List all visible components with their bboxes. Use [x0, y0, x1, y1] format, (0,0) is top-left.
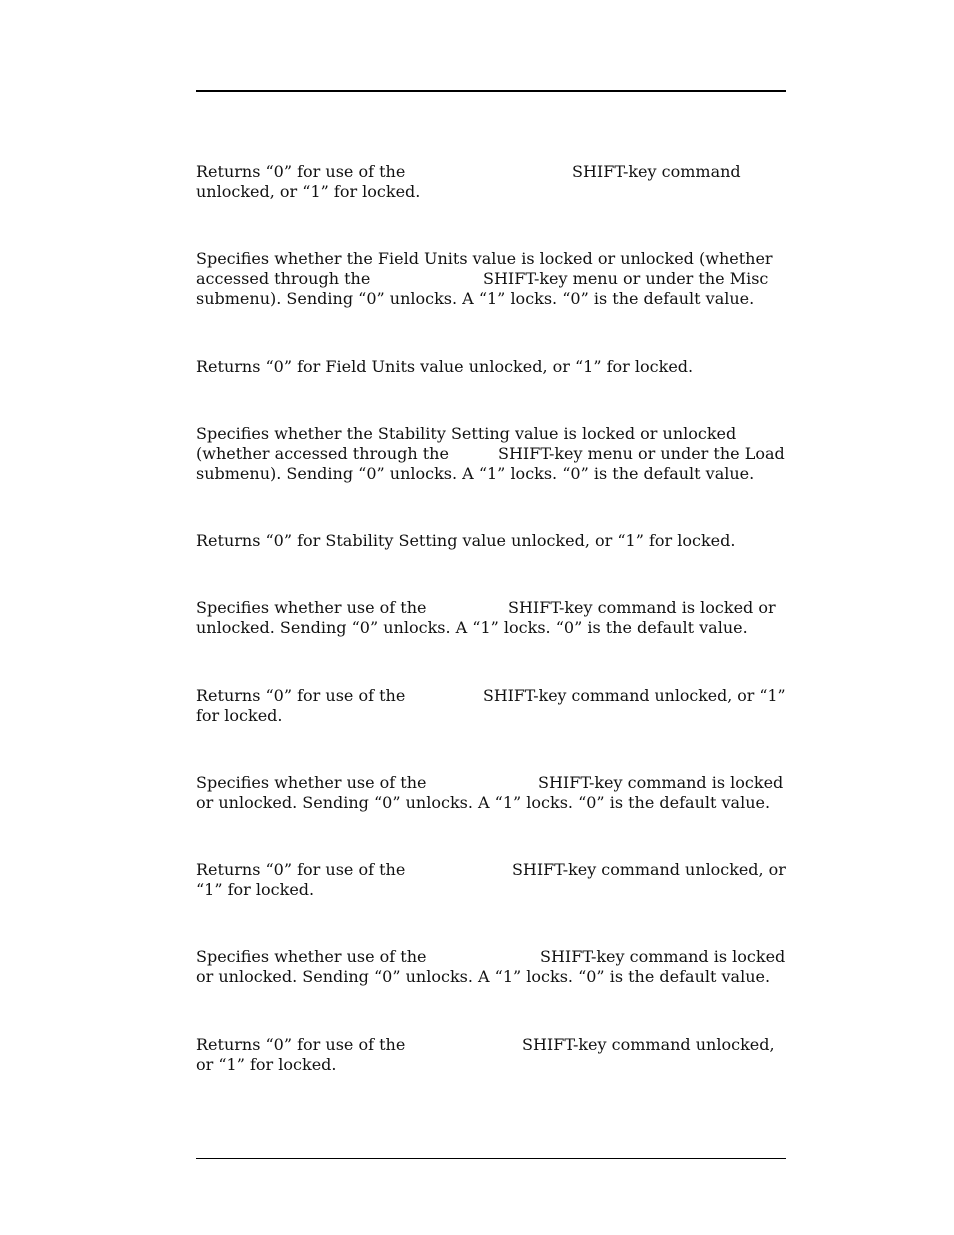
- paragraph-line: [196, 289, 786, 309]
- line-text: Specifies whether use of the: [196, 598, 427, 617]
- line-text-continued: SHIFT-key menu or under the Load: [498, 444, 785, 463]
- paragraph-line: [196, 531, 786, 551]
- line-text: unlocked, or “1” for locked.: [196, 182, 421, 201]
- paragraph-line: [196, 947, 786, 967]
- paragraph-line: [196, 860, 786, 880]
- paragraph-8: [196, 773, 786, 813]
- paragraph-7: [196, 686, 786, 726]
- line-text-continued: SHIFT-key command unlocked, or “1”: [483, 686, 786, 705]
- line-text-continued: SHIFT-key command: [572, 162, 741, 181]
- line-text-continued: SHIFT-key command unlocked, or: [512, 860, 786, 879]
- paragraph-line: [196, 686, 786, 706]
- paragraph-line: [196, 793, 786, 813]
- paragraph-line: [196, 967, 786, 987]
- line-text: Specifies whether the Stability Setting value is locked or unlocked: [196, 424, 737, 443]
- paragraph-line: [196, 249, 786, 269]
- line-text: Returns “0” for Field Units value unlocked, or “1” for locked.: [196, 357, 694, 376]
- line-text: submenu). Sending “0” unlocks. A “1” locks. “0” is the default value.: [196, 289, 755, 308]
- paragraph-3: [196, 357, 786, 377]
- paragraph-10: [196, 947, 786, 987]
- line-text: Returns “0” for use of the: [196, 162, 406, 181]
- line-text-continued: SHIFT-key command is locked: [540, 947, 786, 966]
- paragraph-line: [196, 598, 786, 618]
- footer-rule: [196, 1158, 786, 1159]
- line-text-continued: SHIFT-key command unlocked,: [522, 1035, 775, 1054]
- line-text: Specifies whether use of the: [196, 773, 427, 792]
- paragraph-line: [196, 706, 786, 726]
- paragraph-1: [196, 162, 786, 202]
- line-text: for locked.: [196, 706, 283, 725]
- paragraph-6: [196, 598, 786, 638]
- paragraph-line: [196, 880, 786, 900]
- line-text-continued: SHIFT-key command is locked or: [508, 598, 776, 617]
- line-text: Returns “0” for Stability Setting value unlocked, or “1” for locked.: [196, 531, 736, 550]
- line-text: Specifies whether use of the: [196, 947, 427, 966]
- line-text: “1” for locked.: [196, 880, 315, 899]
- line-text-continued: SHIFT-key command is locked: [538, 773, 784, 792]
- line-text: or “1” for locked.: [196, 1055, 337, 1074]
- paragraph-line: [196, 1055, 786, 1075]
- paragraph-line: [196, 424, 786, 444]
- paragraph-line: [196, 357, 786, 377]
- paragraph-line: [196, 182, 786, 202]
- line-text-continued: SHIFT-key menu or under the Misc: [483, 269, 769, 288]
- line-text: submenu). Sending “0” unlocks. A “1” locks. “0” is the default value.: [196, 464, 755, 483]
- paragraph-4: [196, 424, 786, 484]
- paragraph-line: [196, 269, 786, 289]
- paragraph-9: [196, 860, 786, 900]
- paragraph-line: [196, 618, 786, 638]
- line-text: Returns “0” for use of the: [196, 686, 406, 705]
- paragraph-line: [196, 1035, 786, 1055]
- line-text: unlocked. Sending “0” unlocks. A “1” locks. “0” is the default value.: [196, 618, 748, 637]
- header-rule: [196, 90, 786, 92]
- line-text: accessed through the: [196, 269, 371, 288]
- paragraph-11: [196, 1035, 786, 1075]
- paragraph-2: [196, 249, 786, 309]
- paragraph-line: [196, 464, 786, 484]
- line-text: Specifies whether the Field Units value is locked or unlocked (whether: [196, 249, 773, 268]
- line-text: or unlocked. Sending “0” unlocks. A “1” locks. “0” is the default value.: [196, 793, 771, 812]
- line-text: Returns “0” for use of the: [196, 860, 406, 879]
- line-text: or unlocked. Sending “0” unlocks. A “1” locks. “0” is the default value.: [196, 967, 771, 986]
- line-text: Returns “0” for use of the: [196, 1035, 406, 1054]
- paragraph-line: [196, 773, 786, 793]
- paragraph-line: [196, 444, 786, 464]
- paragraph-line: [196, 162, 786, 182]
- paragraph-5: [196, 531, 786, 551]
- line-text: (whether accessed through the: [196, 444, 449, 463]
